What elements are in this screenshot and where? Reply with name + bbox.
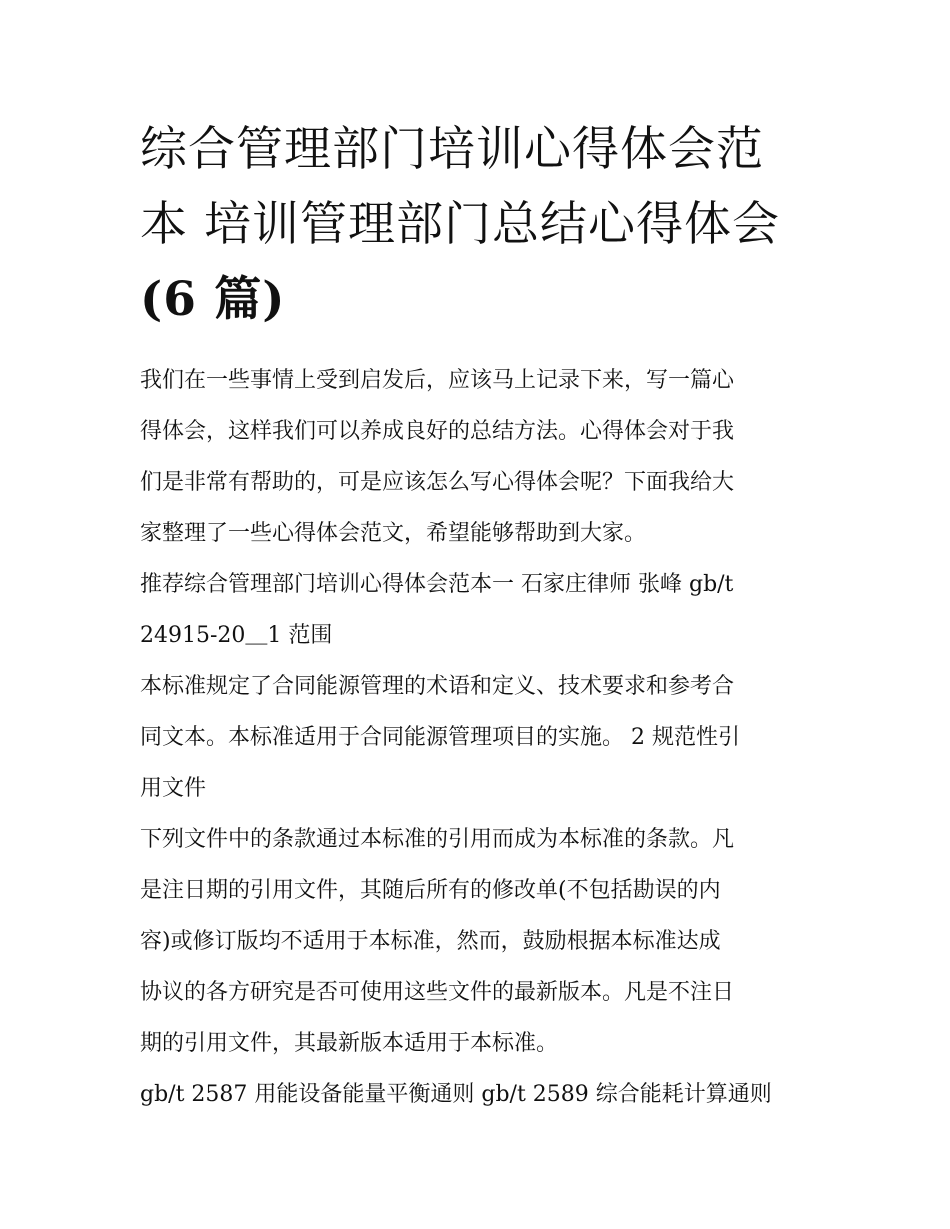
body-line: 协议的各方研究是否可使用这些文件的最新版本。凡是不注日 <box>140 980 735 1005</box>
body-line: 24915-20＿1 范围 <box>140 623 333 648</box>
document-body <box>140 355 812 1120</box>
body-line: 家整理了一些心得体会范文，希望能够帮助到大家。 <box>140 521 647 546</box>
title-line: 本 培训管理部门总结心得体会 <box>140 197 780 252</box>
body-line: 我们在一些事情上受到启发后，应该马上记录下来，写一篇心 <box>140 368 735 393</box>
body-line: 容)或修订版均不适用于本标准，然而，鼓励根据本标准达成 <box>140 929 721 954</box>
title-line: (6 篇) <box>140 272 286 327</box>
body-line: 是注日期的引用文件，其随后所有的修改单(不包括勘误的内 <box>140 878 721 903</box>
body-line: 期的引用文件，其最新版本适用于本标准。 <box>140 1031 559 1056</box>
body-line: 本标准规定了合同能源管理的术语和定义、技术要求和参考合 <box>140 674 735 699</box>
document-title <box>140 112 812 337</box>
body-line: 得体会，这样我们可以养成良好的总结方法。心得体会对于我 <box>140 419 735 444</box>
body-line: 用文件 <box>140 776 207 801</box>
title-line: 综合管理部门培训心得体会范 <box>140 122 764 177</box>
body-line: 们是非常有帮助的，可是应该怎么写心得体会呢？下面我给大 <box>140 470 735 495</box>
body-line: 推荐综合管理部门培训心得体会范本一 石家庄律师 张峰 gb/t <box>140 572 734 597</box>
body-line: gb/t 2587 用能设备能量平衡通则 gb/t 2589 综合能耗计算通则 <box>140 1082 772 1107</box>
body-line: 同文本。本标准适用于合同能源管理项目的实施。 2 规范性引 <box>140 725 740 750</box>
body-line: 下列文件中的条款通过本标准的引用而成为本标准的条款。凡 <box>140 827 735 852</box>
